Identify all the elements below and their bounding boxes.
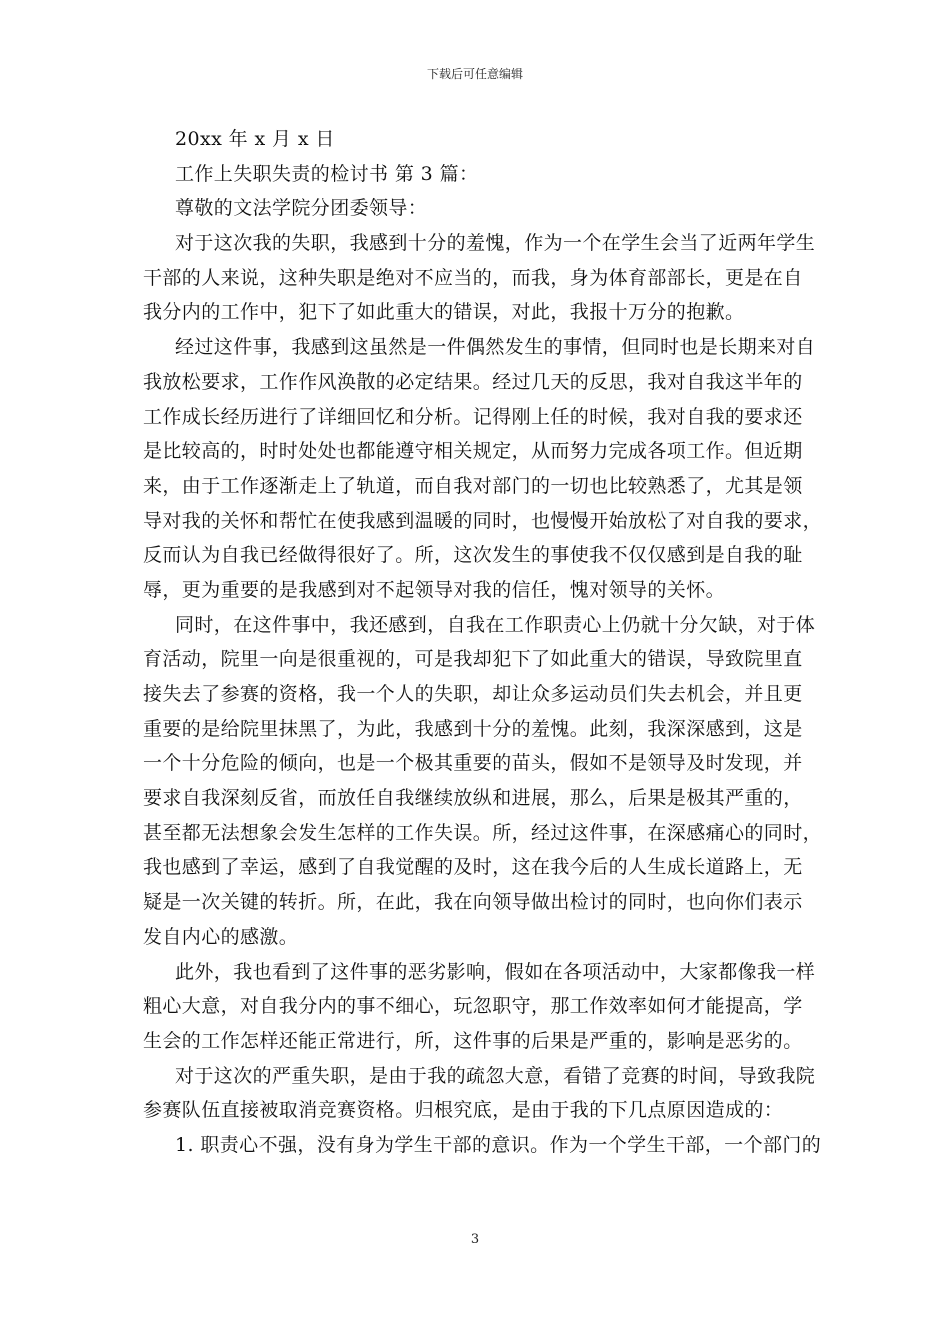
paragraph-line: 同时，在这件事中，我还感到，自我在工作职责心上仍就十分欠缺，对于体 xyxy=(175,613,816,636)
paragraph-line: 发自内心的感激。 xyxy=(143,925,299,948)
paragraph-line: 生会的工作怎样还能正常进行，所，这件事的后果是严重的，影响是恶劣的。 xyxy=(143,1029,803,1052)
paragraph-line: 干部的人来说，这种失职是绝对不应当的，而我，身为体育部部长，更是在自 xyxy=(143,266,803,289)
paragraph-line: 导对我的关怀和帮忙在使我感到温暖的同时，也慢慢开始放松了对自我的要求， xyxy=(143,509,823,532)
paragraph-line: 粗心大意，对自我分内的事不细心，玩忽职守，那工作效率如何才能提高，学 xyxy=(143,995,803,1018)
header-note: 下载后可任意编辑 xyxy=(426,67,523,81)
paragraph-line: 辱，更为重要的是我感到对不起领导对我的信任，愧对领导的关怀。 xyxy=(143,578,726,601)
paragraph-line: 经过这件事，我感到这虽然是一件偶然发生的事情，但同时也是长期来对自 xyxy=(175,336,816,359)
paragraph-line: 对于这次我的失职，我感到十分的羞愧，作为一个在学生会当了近两年学生 xyxy=(175,232,816,255)
paragraph-line: 疑是一次关键的转折。所，在此，我在向领导做出检讨的同时，也向你们表示 xyxy=(143,891,803,914)
paragraph-line: 我也感到了幸运，感到了自我觉醒的及时，这在我今后的人生成长道路上，无 xyxy=(143,856,803,879)
paragraph-line: 工作成长经历进行了详细回忆和分析。记得刚上任的时候，我对自我的要求还 xyxy=(143,405,803,428)
paragraph-line: 是比较高的，时时处处也都能遵守相关规定，从而努力完成各项工作。但近期 xyxy=(143,440,803,463)
paragraph-line: 来，由于工作逐渐走上了轨道，而自我对部门的一切也比较熟悉了，尤其是领 xyxy=(143,474,803,497)
paragraph-line: 一个十分危险的倾向，也是一个极其重要的苗头，假如不是领导及时发现，并 xyxy=(143,752,803,775)
paragraph-line: 接失去了参赛的资格，我一个人的失职，却让众多运动员们失去机会，并且更 xyxy=(143,683,803,705)
paragraph-line: 我放松要求，工作作风涣散的必定结果。经过几天的反思，我对自我这半年的 xyxy=(143,370,803,393)
date-line: 20xx 年 x 月 x 日 xyxy=(175,128,335,150)
paragraph-line: 反而认为自我已经做得很好了。所，这次发生的事使我不仅仅感到是自我的耻 xyxy=(143,544,803,567)
paragraph-line: 重要的是给院里抹黑了，为此，我感到十分的羞愧。此刻，我深深感到，这是 xyxy=(143,717,803,740)
paragraph-line: 我分内的工作中，犯下了如此重大的错误，对此，我报十万分的抱歉。 xyxy=(143,301,745,324)
paragraph-line: 对于这次的严重失职，是由于我的疏忽大意，看错了竞赛的时间，导致我院 xyxy=(175,1064,816,1087)
paragraph-line: 育活动，院里一向是很重视的，可是我却犯下了如此重大的错误，导致院里直 xyxy=(143,648,803,671)
list-item-line: 1. 职责心不强，没有身为学生干部的意识。作为一个学生干部，一个部门的 xyxy=(175,1133,822,1156)
paragraph-line: 甚至都无法想象会发生怎样的工作失误。所，经过这件事，在深感痛心的同时， xyxy=(143,821,823,844)
paragraph-line: 此外，我也看到了这件事的恶劣影响，假如在各项活动中，大家都像我一样 xyxy=(175,960,816,983)
page-number: 3 xyxy=(470,1232,480,1247)
section-title: 工作上失职失责的检讨书 第 3 篇： xyxy=(175,162,479,185)
salutation: 尊敬的文法学院分团委领导： xyxy=(175,197,428,220)
paragraph-line: 要求自我深刻反省，而放任自我继续放纵和进展，那么，后果是极其严重的， xyxy=(143,787,803,810)
document-body xyxy=(143,122,823,1163)
paragraph-line: 参赛队伍直接被取消竞赛资格。归根究底，是由于我的下几点原因造成的： xyxy=(143,1099,784,1122)
